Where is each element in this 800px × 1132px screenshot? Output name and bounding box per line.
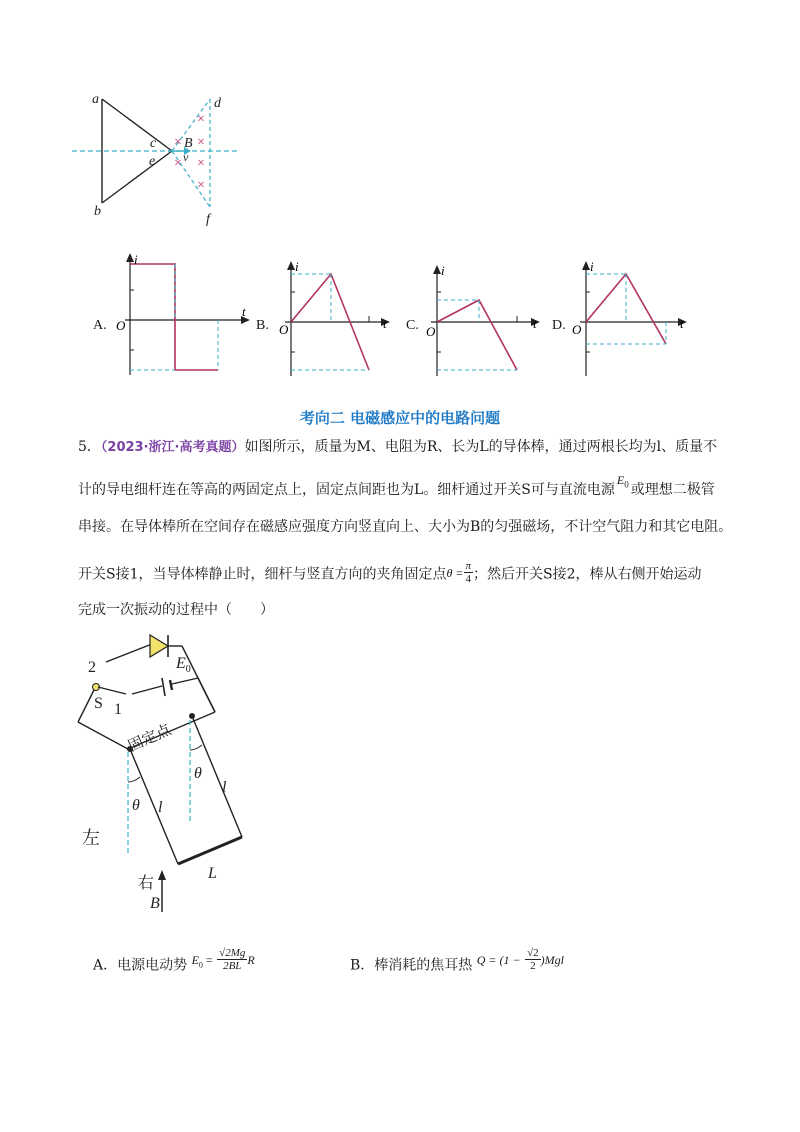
figure-triangle-field [60,85,260,230]
label-left: 左 [82,828,100,848]
label-d: d [214,96,221,111]
theta-equation: θ = [446,565,464,580]
answer-option-a[interactable] [93,947,255,981]
label-E0: $E_0$ [176,655,191,675]
graph-option-d [570,258,700,383]
figure-circuit-pendulum [70,632,290,917]
label-b: b [94,204,101,219]
label-switch-2: 2 [88,659,96,676]
question-source: （2023·浙江·高考真题） [100,440,245,455]
field-cross: × [197,135,205,150]
battery-icon [162,678,165,696]
label-f: f [206,212,210,227]
axis-t-label: t [242,304,246,319]
question-text-2a: 计的导电细杆连在等高的两固定点上，固定点间距也为L。细杆通过开关S可与直流电源 [78,482,615,498]
field-cross: × [174,135,182,150]
label-rod-left: l [158,799,163,816]
field-cross: × [174,156,182,171]
answer-a-tail: R [247,952,255,967]
label-v: v [183,150,189,164]
label-right: 右 [138,875,155,892]
option-d-label: D. [552,318,566,333]
answer-option-b[interactable] [350,947,564,978]
label-theta-right: θ [194,765,202,782]
axis-t-label: t [383,316,387,331]
e0-symbol: $E_0$ [616,473,629,490]
origin-label: O [426,324,436,339]
option-b-label: B. [256,318,269,333]
question-line-1 [78,437,717,458]
answer-a-lhs: $E_0$ = [191,952,213,969]
graph-option-c [423,262,553,382]
question-line-5: 完成一次振动的过程中（ ） [78,602,274,618]
label-switch-1: 1 [114,701,122,718]
diode-icon [150,635,168,657]
option-a-label: A. [93,318,107,333]
graph-option-a [110,250,260,385]
origin-label: O [116,318,126,333]
field-cross: × [197,156,205,171]
current-curve [130,264,218,370]
label-a: a [92,92,99,107]
label-e: e [149,154,156,169]
current-curve [437,300,517,370]
answer-a-label: A．电源电动势 [93,957,188,974]
axis-t-label: t [533,316,537,331]
option-c-label: C. [406,318,419,333]
answer-b-fraction: $\frac{√2}{2}$ [527,947,539,972]
label-B: B [150,895,160,912]
question-line-2 [78,473,715,504]
label-B: B [184,136,193,151]
question-line-3: 串接。在导体棒所在空间存在磁感应强度方向竖直向上、大小为B的匀强磁场，不计空气阻力和其它电阻。 [78,519,733,535]
axis-t-label: t [680,316,684,331]
label-rod-right: l [222,779,227,796]
question-number: 5． [78,439,101,455]
label-L: L [208,865,217,882]
question-text-2b: 或理想二极管 [630,482,715,498]
section-title: 考向二 电磁感应中的电路问题 [299,409,501,427]
label-fixed-point: 固定点 [126,722,174,756]
field-cross: × [197,178,205,193]
axis-i-label: i [134,252,138,267]
magnetic-field-marks [174,112,205,193]
field-cross: × [197,112,205,127]
question-text-4a: 开关S接1，当导体棒静止时，细杆与竖直方向的夹角固定点 [78,566,447,583]
triangle-top-edge [102,99,172,151]
origin-label: O [572,322,582,337]
answer-a-fraction: $\frac{√2Mg}{2BL}$ [219,947,246,972]
graph-option-b [273,258,403,383]
label-theta-left: θ [132,797,140,814]
answer-b-tail: )Mgl [540,952,564,967]
answer-b-label: B．棒消耗的焦耳热 [350,957,473,974]
question-text-4b: ；然后开关S接2，棒从右侧开始运动 [473,566,702,583]
theta-fraction: $\frac{\pi}{4}$ [465,560,472,585]
label-c: c [150,136,157,151]
question-line-4 [78,562,702,587]
axis-i-label: i [590,259,594,274]
answer-b-lhs: Q = (1 − [476,952,521,967]
label-switch-S: S [94,695,103,712]
question-text-1: 如图所示，质量为M、电阻为R、长为L的导体棒，通过两根长均为l、质量不 [244,439,718,455]
origin-label: O [279,322,289,337]
axis-i-label: i [295,259,299,274]
axis-i-label: i [441,263,445,278]
triangle-bottom-edge [102,151,172,203]
conductor-bar [178,837,242,864]
